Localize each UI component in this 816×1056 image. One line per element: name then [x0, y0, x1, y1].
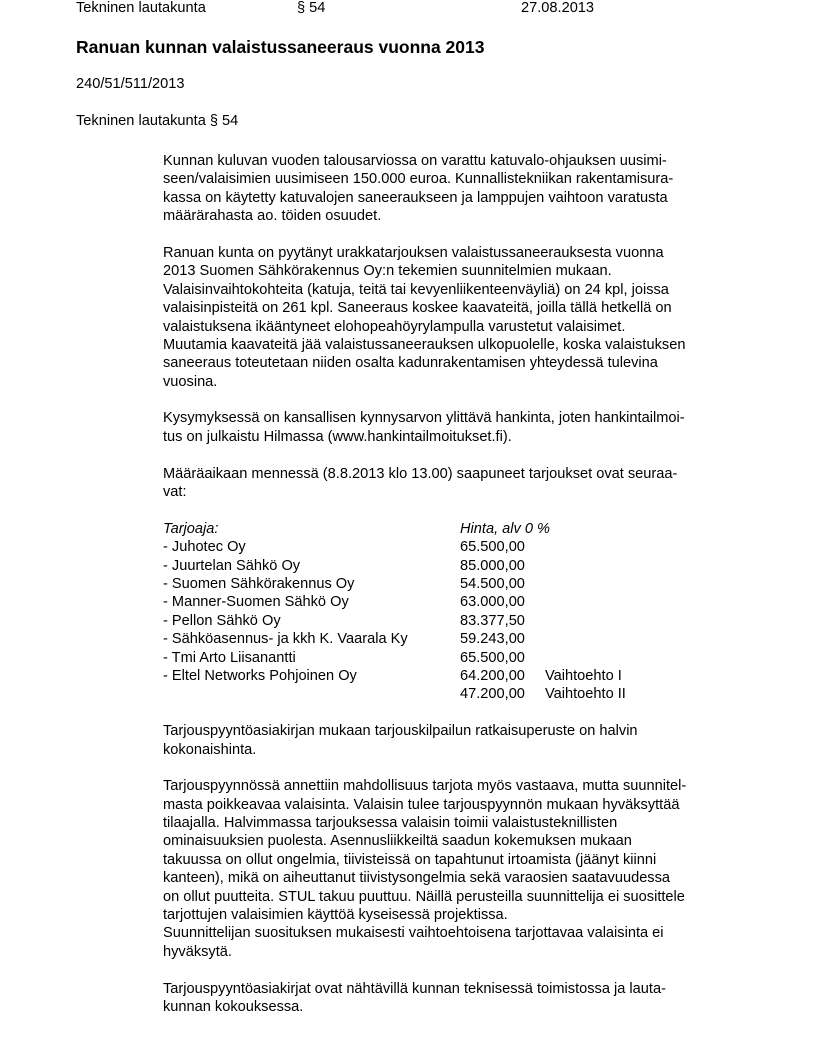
table-header-row: [163, 520, 763, 538]
bids-table: [163, 520, 763, 704]
text-line: tilaajalla. Halvimmassa tarjouksessa valaisin toimii valaistusteknillisten: [163, 815, 618, 832]
text-line: kanteen), mikä on aiheuttanut tiivistysongelmia sekä varaosien saatavuudessa: [163, 870, 671, 887]
text-line: 2013 Suomen Sähkörakennus Oy:n tekemien suunnitelmien mukaan.: [163, 263, 612, 280]
text-line: tarjottujen valaisimien käyttöä kyseisessä projektissa.: [163, 907, 508, 924]
text-line: ominaisuuksien puolesta. Asennusliikkeiltä saadun kokemuksen mukaan: [163, 833, 632, 850]
text-line: Tarjouspyyntöasiakirjat ovat nähtävillä kunnan teknisessä toimistossa ja lauta-: [163, 980, 666, 997]
text-line: Muutamia kaavateitä jää valaistussaneerauksen ulkopuolelle, koska valaistuksen: [163, 336, 686, 353]
text-line: kassa on käytetty katuvalojen saneeraukseen ja lamppujen vaihtoon varatusta: [163, 189, 668, 206]
text-line: on ollut puutteita. STUL takuu puuttuu. Näillä perusteilla suunnittelija ei suosittele: [163, 888, 685, 905]
text-line: Määräaikaan mennessä (8.8.2013 klo 13.00) saapuneet tarjoukset ovat seuraa-: [163, 465, 678, 482]
paragraph-procurement: [163, 409, 763, 446]
text-line: kunnan kokouksessa.: [163, 998, 304, 1015]
text-line: Tarjouspyynnössä annettiin mahdollisuus tarjota myös vastaava, mutta suunnitel-: [163, 778, 687, 795]
paragraph-criteria: [163, 722, 763, 759]
text-line: valaisinpisteitä on 261 kpl. Saneeraus koskee kaavateitä, joilla tällä hetkellä on: [163, 300, 672, 317]
bidder-name: - Manner-Suomen Sähkö Oy: [163, 594, 349, 611]
bid-price: 47.200,00: [460, 686, 525, 703]
text-line: seen/valaisimien uusimiseen 150.000 euroa. Kunnallistekniikan rakentamisura-: [163, 171, 674, 188]
paragraph-budget: [163, 152, 763, 226]
bid-price: 83.377,50: [460, 612, 525, 629]
document-body: [163, 152, 763, 1016]
bid-price: 65.500,00: [460, 649, 525, 666]
header-bidder: Tarjoaja:: [163, 520, 219, 537]
table-row: [163, 667, 763, 685]
paragraph-project: [163, 244, 763, 391]
text-line: hyväksytä.: [163, 943, 232, 960]
bidder-name: - Sähköasennus- ja kkh K. Vaarala Ky: [163, 631, 408, 648]
document-title: Ranuan kunnan valaistussaneeraus vuonna 2013: [76, 37, 485, 57]
bidder-name: - Pellon Sähkö Oy: [163, 612, 281, 629]
text-line: valaistuksena ikääntyneet elohopeahöyrylampulla varustetut valaisimet.: [163, 318, 626, 335]
paragraph-evaluation: [163, 777, 763, 961]
text-line: Ranuan kunta on pyytänyt urakkatarjouksen valaistussaneerauksesta vuonna: [163, 244, 664, 261]
bid-price: 65.500,00: [460, 539, 525, 556]
table-row: [163, 557, 763, 575]
bidder-name: - Juurtelan Sähkö Oy: [163, 557, 301, 574]
text-line: Valaisinvaihtokohteita (katuja, teitä tai kevyenliikenteenväyliä) on 24 kpl, joissa: [163, 281, 669, 298]
header-date: 27.08.2013: [521, 0, 595, 16]
bidder-name: - Tmi Arto Liisanantti: [163, 649, 296, 666]
bid-price: 59.243,00: [460, 631, 525, 648]
bid-price: 54.500,00: [460, 575, 525, 592]
table-row: [163, 538, 763, 556]
bid-note: Vaihtoehto I: [545, 667, 622, 684]
bidder-name: - Juhotec Oy: [163, 539, 246, 556]
header-price: Hinta, alv 0 %: [460, 520, 551, 537]
bid-note: Vaihtoehto II: [545, 686, 626, 703]
header-board: Tekninen lautakunta: [76, 0, 206, 16]
text-line: Kysymyksessä on kansallisen kynnysarvon ylittävä hankinta, joten hankintailmoi-: [163, 410, 685, 427]
text-line: takuussa on ollut ongelmia, tiivisteissä on tapahtunut irtoamista (jäänyt kiinni: [163, 851, 657, 868]
table-row: [163, 593, 763, 611]
text-line: Suunnittelijan suosituksen mukaisesti vaihtoehtoisena tarjottavaa valaisinta ei: [163, 925, 664, 942]
text-line: vat:: [163, 484, 187, 501]
text-line: määrärahasta ao. töiden osuudet.: [163, 208, 382, 225]
table-row: [163, 612, 763, 630]
table-row: [163, 575, 763, 593]
table-row: [163, 630, 763, 648]
header-section: § 54: [297, 0, 326, 16]
text-line: saneeraus toteutetaan niiden osalta kadunrakentamisen yhteydessä tulevina: [163, 355, 658, 372]
table-row: [163, 649, 763, 667]
bidder-name: - Suomen Sähkörakennus Oy: [163, 575, 355, 592]
diary-number: 240/51/511/2013: [76, 76, 185, 92]
text-line: Kunnan kuluvan vuoden talousarviossa on varattu katuvalo-ohjauksen uusimi-: [163, 153, 667, 169]
text-line: Tarjouspyyntöasiakirjan mukaan tarjouskilpailun ratkaisuperuste on halvin: [163, 723, 638, 740]
text-line: tus on julkaistu Hilmassa (www.hankintailmoitukset.fi).: [163, 428, 512, 445]
bid-price: 63.000,00: [460, 594, 525, 611]
paragraph-availability: [163, 980, 763, 1017]
bid-price: 64.200,00: [460, 667, 525, 684]
paragraph-deadline: [163, 465, 763, 502]
table-row: [163, 685, 763, 703]
text-line: vuosina.: [163, 373, 218, 390]
text-line: kokonaishinta.: [163, 741, 257, 758]
text-line: masta poikkeavaa valaisinta. Valaisin tulee tarjouspyynnön mukaan hyväksyttää: [163, 796, 680, 813]
bid-price: 85.000,00: [460, 557, 525, 574]
board-section: Tekninen lautakunta § 54: [76, 113, 239, 129]
bidder-name: - Eltel Networks Pohjoinen Oy: [163, 667, 357, 684]
